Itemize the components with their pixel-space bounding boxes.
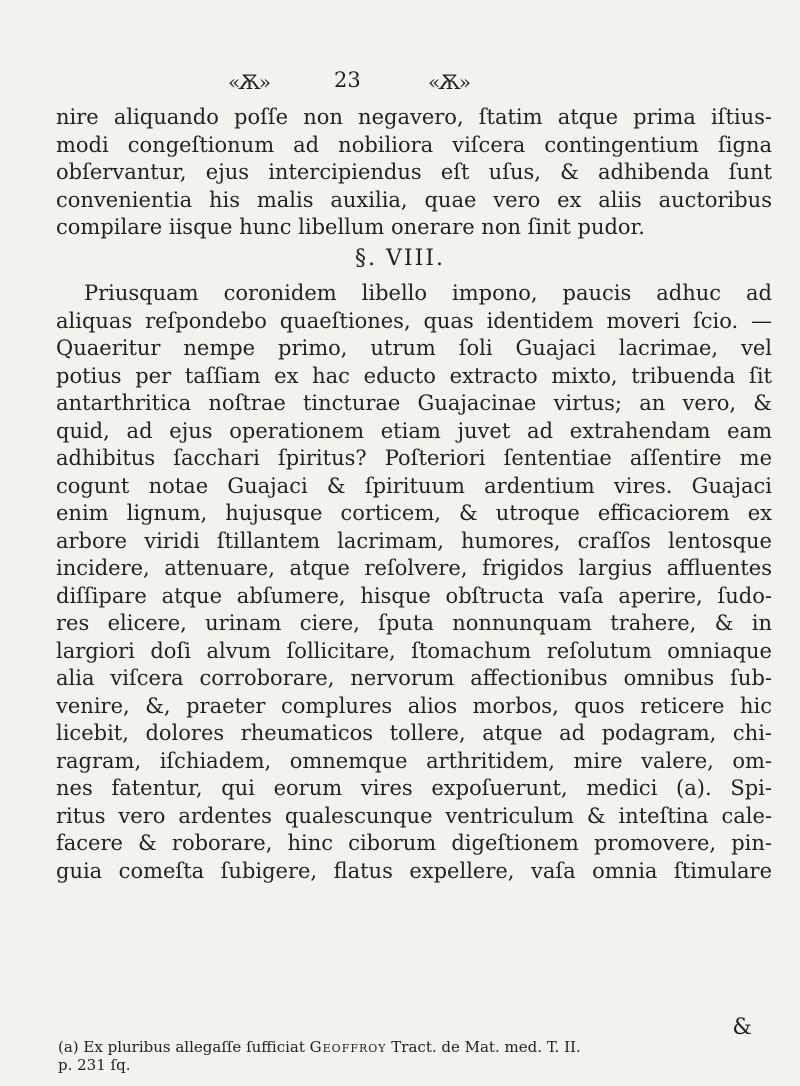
text-line: potius per taſſiam ex hac educto extracto mixto, tribuenda ſit [56, 363, 772, 388]
text-line: aliquas reſpondebo quaeſtiones, quas identidem moveri ſcio. — [56, 308, 772, 333]
text-line: res elicere, urinam ciere, ſputa nonnunquam trahere, & in [56, 611, 772, 635]
footnote-marker: (a) [58, 1038, 79, 1056]
text-line: incidere, attenuare, atque reſolvere, frigidos largius affluentes [56, 556, 772, 580]
text-line: ragram, iſchiadem, omnemque arthritidem, mire valere, om- [56, 748, 772, 773]
text-line: cogunt notae Guajaci & ſpirituum ardentium vires. Guajaci [56, 473, 772, 498]
text-line: diſſipare atque abſumere, hisque obſtructa vaſa aperire, ſudo- [56, 583, 772, 608]
text-line: enim lignum, hujusque corticem, & utroque efficaciorem ex [56, 501, 772, 525]
text-line: nire aliquando poſſe non negavero, ſtatim atque prima iſtius- [56, 105, 772, 129]
text-line: licebit, dolores rheumaticos tollere, atque ad podagram, chi- [56, 721, 772, 745]
paragraph-continuation [56, 104, 772, 242]
header-ornament-left: «Ѫ» [228, 70, 269, 94]
section-heading: §. VIII. [355, 246, 445, 271]
text-line: quid, ad ejus operationem etiam juvet ad extrahendam eam [56, 418, 772, 443]
text-line: nes fatentur, qui eorum vires expoſuerunt, medici (a). Spi- [56, 776, 772, 800]
text-line: modi congeſtionum ad nobiliora viſcera contingentium ſigna [56, 132, 772, 157]
footnote-reference: Tract. de Mat. med. T. II. [386, 1038, 581, 1056]
footnote [58, 1038, 774, 1074]
text-line: arbore viridi ſtillantem lacrimam, humores, craſſos lentosque [56, 528, 772, 553]
paragraph-main [56, 280, 772, 885]
footnote-line-2: p. 231 ſq. [58, 1056, 131, 1074]
text-line: venire, &, praeter complures alios morbos, quos reticere hic [56, 693, 772, 718]
page-header [0, 66, 800, 98]
text-line: obſervantur, ejus intercipiendus eſt uſus, & adhibenda ſunt [56, 160, 772, 185]
header-ornament-right: «Ѫ» [428, 70, 469, 94]
text-line: Quaeritur nempe primo, utrum ſoli Guajaci lacrimae, vel [56, 336, 772, 360]
text-line: adhibitus ſacchari ſpiritus? Poſteriori ſententiae aſſentire me [56, 446, 772, 470]
text-line: alia viſcera corroborare, nervorum affectionibus omnibus ſub- [56, 666, 772, 690]
footnote-author: Geoffroy [309, 1038, 387, 1056]
text-line: convenientia his malis auxilia, quae vero ex aliis auctoribus [56, 187, 772, 212]
text-line: guia comeſta ſubigere, flatus expellere, vaſa omnia ſtimulare [56, 858, 772, 883]
text-line: ritus vero ardentes qualescunque ventriculum & inteſtina cale- [56, 803, 772, 828]
text-line: Priusquam coronidem libello impono, paucis adhuc ad [84, 281, 772, 305]
text-line: antarthritica noſtrae tincturae Guajacinae virtus; an vero, & [56, 391, 772, 415]
text-line: compilare iisque hunc libellum onerare non ſinit pudor. [56, 215, 645, 240]
text-line: facere & roborare, hinc ciborum digeſtionem promovere, pin- [56, 831, 772, 855]
catchword: & [732, 1015, 752, 1040]
text-line: largiori doſi alvum ſollicitare, ſtomachum reſolutum omniaque [56, 638, 772, 663]
footnote-line [58, 1038, 774, 1056]
footnote-text: Ex pluribus allegaſſe ſufficiat [78, 1038, 310, 1056]
page-number: 23 [334, 68, 361, 92]
